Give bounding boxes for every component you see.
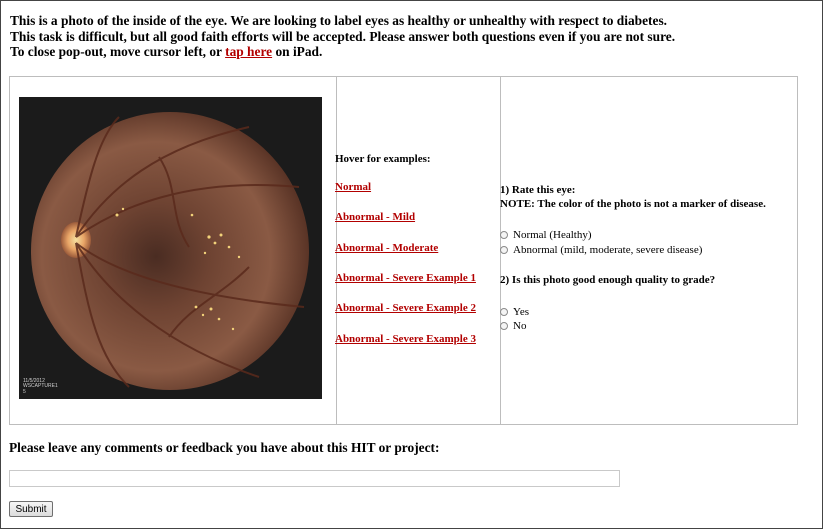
q1-title: 1) Rate this eye: xyxy=(500,184,576,196)
instruction-line-1: This is a photo of the inside of the eye. We are looking to label eyes as healthy or unhealthy with respect to diabetes. xyxy=(10,13,668,28)
q1-option-normal[interactable] xyxy=(500,229,592,241)
instructions xyxy=(10,13,675,60)
q1-option-label: Normal (Healthy) xyxy=(513,229,592,241)
tap-here-link[interactable]: tap here xyxy=(225,44,273,60)
submit-button[interactable]: Submit xyxy=(9,501,53,517)
radio-button[interactable] xyxy=(500,322,508,330)
instruction-line-3-suffix: on iPad. xyxy=(272,44,323,60)
q1-note: NOTE: The color of the photo is not a marker of disease. xyxy=(500,198,766,210)
example-link-severe-2[interactable]: Abnormal - Severe Example 2 xyxy=(335,302,476,314)
q2-option-yes[interactable] xyxy=(500,306,529,318)
q2-title: 2) Is this photo good enough quality to grade? xyxy=(500,274,716,286)
q1-option-label: Abnormal (mild, moderate, severe disease) xyxy=(513,244,703,256)
example-link-moderate[interactable]: Abnormal - Moderate xyxy=(335,242,439,254)
instruction-line-3 xyxy=(10,44,675,60)
instruction-line-3-prefix: To close pop-out, move cursor left, or xyxy=(10,44,226,60)
example-link-severe-3[interactable]: Abnormal - Severe Example 3 xyxy=(335,333,476,345)
q1-option-abnormal[interactable] xyxy=(500,244,702,256)
fundus-image xyxy=(19,97,322,399)
q2-option-no[interactable] xyxy=(500,320,526,332)
instruction-line-2: This task is difficult, but all good faith efforts will be accepted. Please answer both questions even if you are not sure. xyxy=(10,28,676,44)
photo-timestamp: 11/5/2012 WSCAPTURE1 5 xyxy=(23,377,58,395)
optic-disc xyxy=(61,222,91,258)
q2-option-label: No xyxy=(513,320,527,332)
retina-photo xyxy=(19,97,322,399)
comments-input[interactable] xyxy=(9,470,620,487)
radio-button[interactable] xyxy=(500,246,508,254)
example-link-mild[interactable]: Abnormal - Mild xyxy=(335,211,416,223)
radio-button[interactable] xyxy=(500,308,508,316)
examples-header: Hover for examples: xyxy=(335,153,431,165)
radio-button[interactable] xyxy=(500,231,508,239)
q2-option-label: Yes xyxy=(513,306,530,318)
example-link-severe-1[interactable]: Abnormal - Severe Example 1 xyxy=(335,272,476,284)
example-link-normal[interactable]: Normal xyxy=(335,181,372,193)
comments-label: Please leave any comments or feedback you have about this HIT or project: xyxy=(9,440,440,455)
